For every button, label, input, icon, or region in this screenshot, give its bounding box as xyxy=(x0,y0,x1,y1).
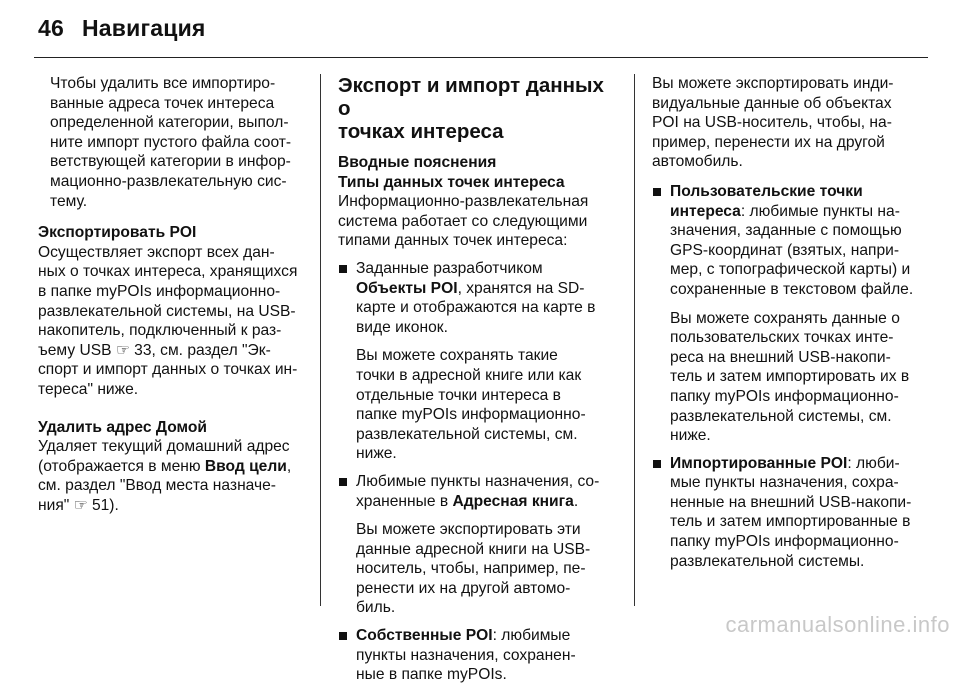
bullet-square-icon xyxy=(339,478,347,486)
poi-types-intro: Информационно-развлекательная система работает со следующими типами данных точек интереса: xyxy=(338,193,589,250)
bullet-square-icon xyxy=(653,188,661,196)
address-book-bold: Адресная книга xyxy=(452,492,574,510)
intro-notes-subheading: Вводные пояснения xyxy=(338,154,497,171)
page-header xyxy=(38,8,206,48)
developer-poi-note: Вы можете сохранять такие точки в адресной книге или как отдельные точки интереса в папке myPOIs информационно- развлекательной системы, см. ниже. xyxy=(356,347,586,463)
watermark: carmanualsonline.info xyxy=(725,612,950,637)
address-book-text xyxy=(356,472,610,511)
export-import-heading: Экспорт и импорт данных о точках интереса xyxy=(338,74,604,143)
page-number: 46 xyxy=(38,14,64,41)
address-book-text-part: Любимые пункты назначения, со- храненные в xyxy=(356,472,600,510)
section-title: Навигация xyxy=(81,14,206,41)
column-right xyxy=(652,74,914,571)
intro-paragraph: Чтобы удалить все импортиро- ванные адреса точек интереса определенной категории, выпол- ните импорт пустого файла соот- ветствующей категории в инфор- мационно-развлекательную сис- тему. xyxy=(50,75,292,210)
poi-data-types-subheading: Типы данных точек интереса xyxy=(338,173,565,191)
user-poi-text xyxy=(670,182,914,300)
own-poi-continuation: Вы можете экспортировать инди- видуальные данные об объектах POI на USB-носитель, чтобы, на- пример, перенести их на другой автомобиль. xyxy=(652,75,894,171)
export-poi-text: Осуществляет экспорт всех дан- ных о точках интереса, хранящихся в папке myPOIs информационно- развлекательной системы, на USB- накопитель, подключенный к раз- ъему USB ☞ 33, см. раздел "Эк- спорт и импорт данных о точках ин- тереса" ниже. xyxy=(38,243,298,398)
imported-poi-bold: Импортированные POI xyxy=(670,454,848,472)
header-divider xyxy=(34,57,928,58)
delete-home-text-part1: Удаляет текущий домашний адрес (отображается в меню xyxy=(38,438,290,475)
bullet-square-icon xyxy=(339,632,347,640)
delete-home-text xyxy=(38,437,306,515)
list-item-own-poi xyxy=(338,626,610,685)
list-item-developer-poi xyxy=(338,259,610,464)
own-poi-text xyxy=(356,626,610,685)
delete-home-text-part2: , см. раздел "Ввод места назначе- ния" ☞ 51). xyxy=(38,457,292,514)
developer-poi-bold: Объекты POI xyxy=(356,279,458,297)
bullet-square-icon xyxy=(339,265,347,273)
own-poi-rest: : любимые пункты назначения, сохранен- ные в папке myPOIs. xyxy=(356,627,576,684)
user-poi-bold: Пользовательские точки интереса xyxy=(670,182,863,220)
column-left xyxy=(38,74,306,515)
list-item-imported-poi xyxy=(652,454,914,572)
address-book-note: Вы можете экспортировать эти данные адресной книги на USB- носитель, чтобы, например, пе- ренести их на другой автомо- биль. xyxy=(356,521,591,617)
column-divider-left xyxy=(320,74,321,606)
user-poi-rest: : любимые пункты на- значения, заданные с помощью GPS-координат (взятых, напри- мер, с топографической карты) и сохраненные в текстовом файле. xyxy=(670,202,914,298)
delete-home-heading: Удалить адрес Домой xyxy=(38,418,207,436)
developer-poi-line1: Заданные разработчиком xyxy=(356,259,543,277)
own-poi-bold: Собственные POI xyxy=(356,627,493,645)
column-middle xyxy=(338,74,610,685)
list-item-address-book xyxy=(338,472,610,618)
developer-poi-rest: , хранятся на SD- карте и отображаются на карте в виде иконок. xyxy=(356,279,596,336)
imported-poi-text xyxy=(670,454,914,572)
developer-poi-text xyxy=(356,259,610,337)
imported-poi-rest: : люби- мые пункты назначения, сохра- ненные на внешний USB-накопи- тель и затем импортированные в папку myPOIs информационно- развлекательной системы. xyxy=(670,454,912,570)
bullet-square-icon xyxy=(653,460,661,468)
user-poi-note: Вы можете сохранять данные о пользовательских точках инте- реса на внешний USB-накопи- тель и затем импортировать их в папку myPOIs информационно- развлекательной системы, см. ниже. xyxy=(670,309,910,445)
export-poi-section xyxy=(38,223,306,399)
delete-home-section xyxy=(38,418,306,516)
list-item-user-poi xyxy=(652,182,914,446)
column-divider-right xyxy=(634,74,635,606)
menu-reference-destination: Ввод цели xyxy=(204,457,287,475)
export-poi-heading: Экспортировать POI xyxy=(38,224,197,242)
address-book-end: . xyxy=(573,492,579,510)
